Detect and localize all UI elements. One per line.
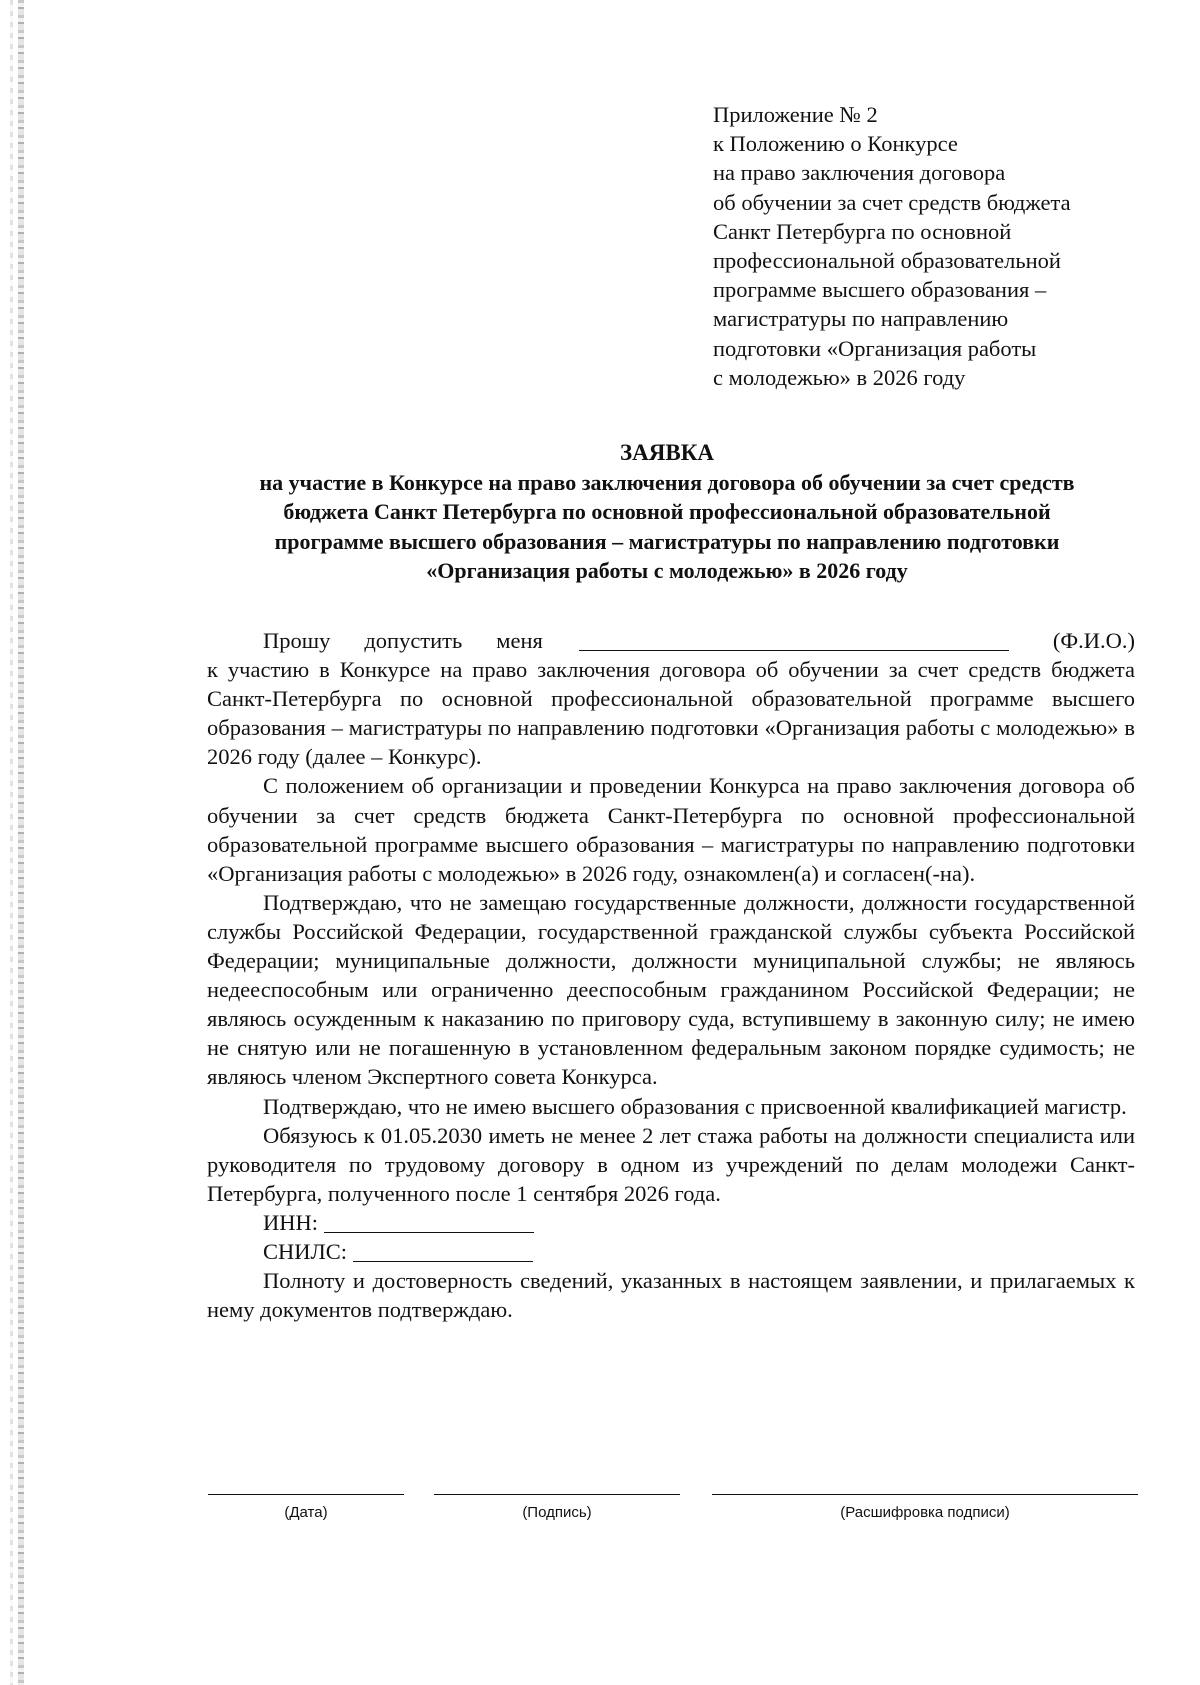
document-body	[207, 626, 1135, 1324]
snils-field-row	[207, 1237, 1135, 1266]
appendix-line: подготовки «Организация работы	[713, 335, 1037, 361]
paragraph-confirmation: Подтверждаю, что не замещаю государственные должности, должности государственной службы Российской Федерации, государственной гражданской службы субъекта Российской Федерации; муниципальные должности, должности муниципальной службы; не являюсь недееспособным или ограниченно дееспособным гражданином Российской Федерации; не являюсь осужденным к наказанию по приговору суда, вступившему в законную силу; не имею не снятую или не погашенную в установленном федеральным законом порядке судимость; не являюсь членом Экспертного совета Конкурса.	[207, 889, 1135, 1090]
paragraph-no-master-degree: Подтверждаю, что не имею высшего образования с присвоенной квалификацией магистр.	[263, 1093, 1127, 1119]
fio-blank-field[interactable]	[579, 628, 1009, 651]
appendix-header	[713, 100, 1153, 392]
paragraph-regulations: С положением об организации и проведении Конкурса на право заключения договора об обучении за счет средств бюджета Санкт-Петербурга по основной профессиональной образовательной программе высшего образования – магистратуры по направлению подготовки «Организация работы с молодежью» в 2026 году, ознакомлен(а) и согласен(-на).	[207, 773, 1135, 886]
signature-row	[208, 1494, 1138, 1534]
paragraph-obligation: Обязуюсь к 01.05.2030 иметь не менее 2 лет стажа работы на должности специалиста или руководителя по трудовому договору в одном из учреждений по делам молодежи Санкт-Петербурга, полученного после 1 сентября 2026 года.	[207, 1122, 1135, 1206]
snils-label: СНИЛС:	[263, 1238, 348, 1264]
paragraph-accuracy: Полноту и достоверность сведений, указанных в настоящем заявлении, и прилагаемых к нему документов подтверждаю.	[207, 1268, 1135, 1323]
appendix-line: с молодежью» в 2026 году	[713, 364, 966, 390]
snils-blank-field[interactable]	[353, 1239, 533, 1262]
document-subtitle-line: программе высшего образования – магистратуры по направлению подготовки	[274, 528, 1060, 554]
signature-blank-field[interactable]	[434, 1494, 680, 1495]
signature-label: (Подпись)	[522, 1504, 592, 1521]
appendix-line: программе высшего образования –	[713, 277, 1047, 303]
date-blank-field[interactable]	[208, 1494, 404, 1495]
signature-decode-label: (Расшифровка подписи)	[840, 1504, 1010, 1521]
appendix-line: профессиональной образовательной	[713, 248, 1061, 274]
date-label: (Дата)	[284, 1504, 328, 1521]
request-word: Прошу	[263, 628, 331, 653]
inn-label: ИНН:	[263, 1209, 318, 1235]
appendix-line: магистратуры по направлению	[713, 306, 1009, 332]
document-subtitle-line: на участие в Конкурсе на право заключения договора об обучении за счет средств	[259, 469, 1075, 495]
request-word: допустить	[364, 628, 463, 653]
document-title: ЗАЯВКА	[620, 440, 714, 465]
request-continuation: к участию в Конкурсе на право заключения договора об обучении за счет средств бюджета Санкт-Петербурга по основной профессиональной образовательной программе высшего образования – магистратуры по направлению подготовки «Организация работы с молодежью» в 2026 году (далее – Конкурс).	[207, 657, 1135, 770]
appendix-line: Санкт Петербурга по основной	[713, 218, 1012, 244]
inn-blank-field[interactable]	[324, 1210, 534, 1233]
appendix-line: к Положению о Конкурсе	[713, 131, 958, 157]
document-subtitle-line: «Организация работы с молодежью» в 2026 году	[426, 558, 908, 583]
request-word: меня	[496, 628, 543, 653]
scan-edge-artifact-dark	[18, 0, 24, 1685]
document-title-block	[150, 438, 1184, 586]
request-line	[207, 626, 1135, 655]
fio-label: (Ф.И.О.)	[1052, 628, 1135, 653]
signature-decode-blank-field[interactable]	[712, 1494, 1138, 1495]
appendix-line: на право заключения договора	[713, 160, 1006, 186]
appendix-line: Приложение № 2	[713, 102, 878, 127]
document-subtitle-line: бюджета Санкт Петербурга по основной профессиональной образовательной	[283, 499, 1051, 524]
scan-edge-artifact	[10, 0, 13, 1685]
inn-field-row	[207, 1208, 1135, 1237]
appendix-line: об обучении за счет средств бюджета	[713, 189, 1071, 215]
